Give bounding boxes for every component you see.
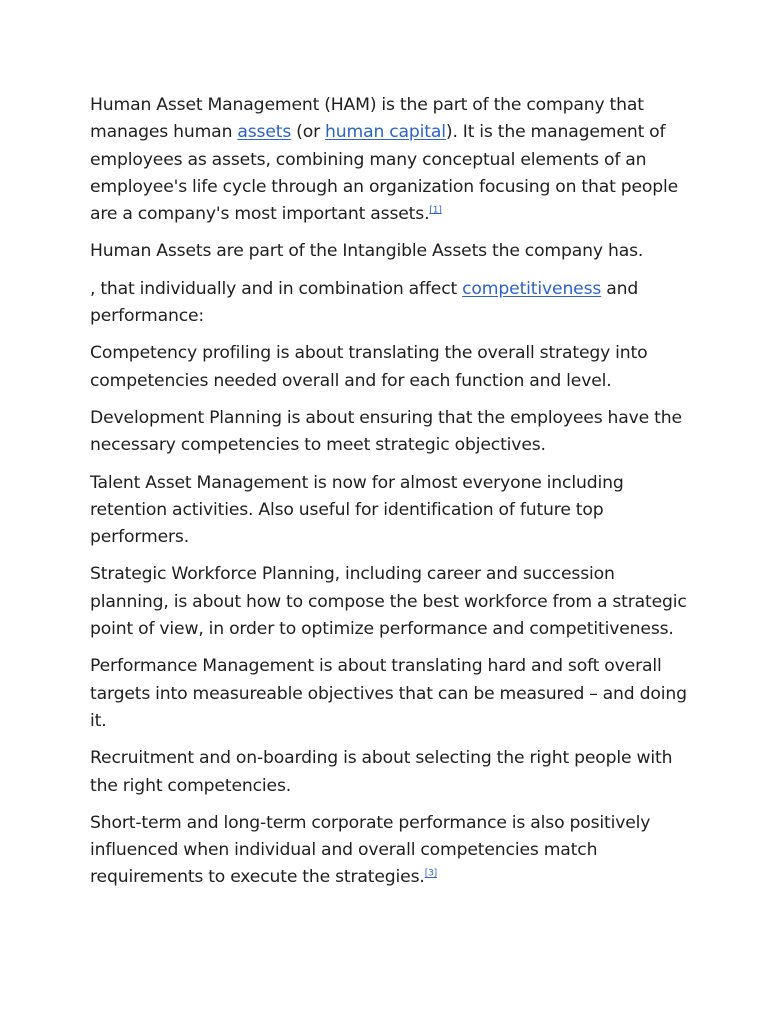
paragraph-recruitment: Recruitment and on-boarding is about selecting the right people with the right competencies. [90,748,673,796]
paragraph-ham-definition [90,92,690,228]
paragraph-intangible-assets: Human Assets are part of the Intangible Assets the company has. [90,241,644,262]
link-assets[interactable]: assets [237,122,292,143]
paragraph-strategic-workforce-planning: Strategic Workforce Planning, including career and succession planning, is about how to compose the best workforce from a strategic point of view, in order to optimize performance and competitiveness. [90,564,687,640]
paragraph-text: Short-term and long-term corporate performance is also positively influenced when individual and overall competencies match requirements to execute the strategies. [90,812,651,888]
paragraph-competitiveness [90,276,690,331]
paragraph-talent-asset-management: Talent Asset Management is now for almost everyone including retention activities. Also useful for identification of future top performers. [90,472,624,548]
link-human-capital[interactable]: human capital [325,122,446,143]
paragraph-performance-management: Performance Management is about translating hard and soft overall targets into measureable objectives that can be measured – and doing it. [90,656,687,731]
document-page [90,92,690,902]
paragraph-text: and performance: [90,278,639,327]
reference-1[interactable]: [1] [429,205,442,216]
reference-3[interactable]: [3] [424,868,438,879]
paragraph-text: , that individually and in combination affect [90,278,463,299]
paragraph-competency-profiling: Competency profiling is about translating the overall strategy into competencies needed overall and for each function and level. [90,343,648,391]
paragraph-text: Human Asset Management (HAM) is the part of the company that manages human [90,95,644,143]
paragraph-corporate-performance [90,810,690,892]
paragraph-text: ). It is the management of employees as assets, combining many conceptual elements of an employee's life cycle through an organization focusing on that people are a company's most important assets. [90,122,679,225]
paragraph-development-planning: Development Planning is about ensuring that the employees have the necessary competencies to meet strategic objectives. [90,407,682,456]
paragraph-text: (or [291,122,326,143]
link-competitiveness[interactable]: competitiveness [462,278,602,299]
